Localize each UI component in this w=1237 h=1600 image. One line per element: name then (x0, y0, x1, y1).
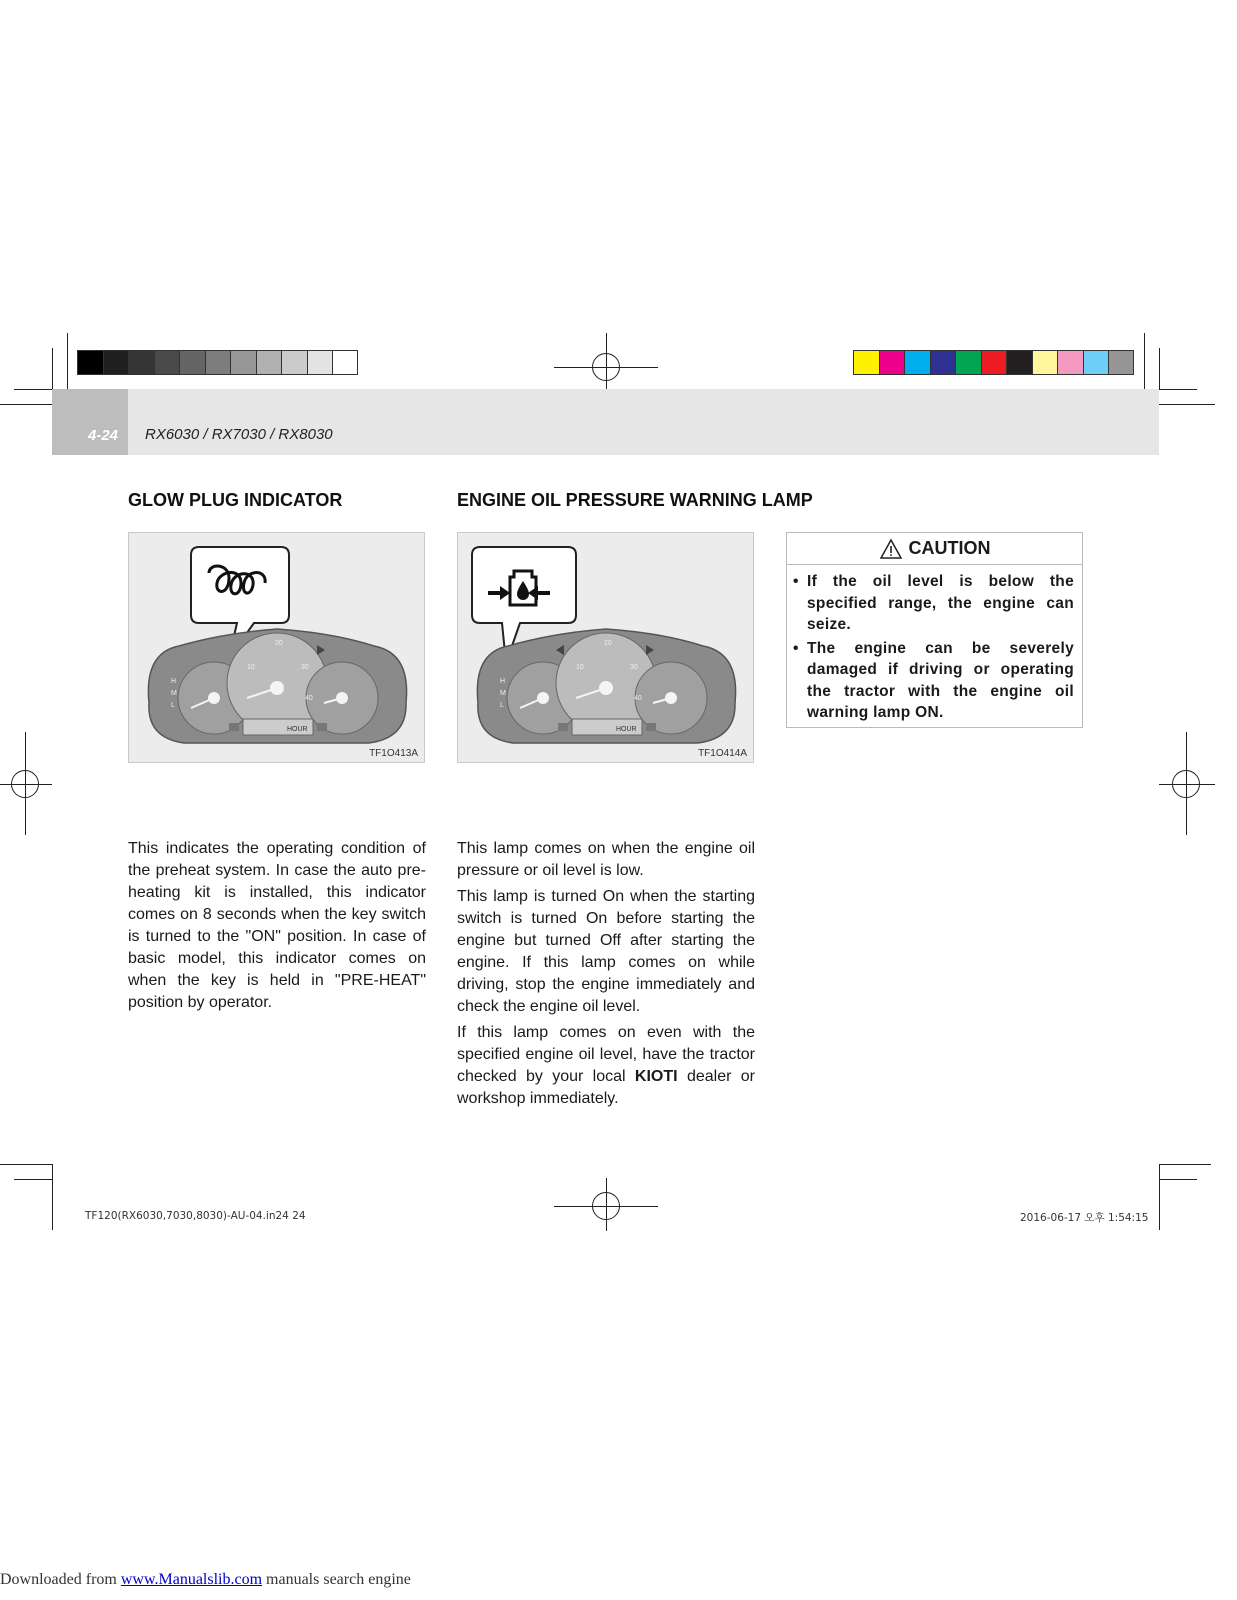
color-swatch (205, 350, 231, 375)
crop-mark-top-right-h (1159, 404, 1215, 405)
color-swatch (307, 350, 333, 375)
oil-paragraph-3-pre: If this lamp comes on even with the specified engine oil level, have the tractor checked by your local (457, 1024, 755, 1085)
color-swatch (256, 350, 282, 375)
color-swatch (332, 350, 358, 375)
hour-label-b: HOUR (616, 726, 637, 733)
warning-triangle-icon (879, 538, 903, 560)
color-swatch (1083, 350, 1109, 375)
crop-mark-bottom-left-v (52, 1164, 53, 1230)
glow-plug-paragraph: This indicates the operating condition of the preheat system. In case the auto pre-heating kit is installed, this indicator comes on 8 seconds when the key switch is turned to the "ON" position. In case of basic model, this indicator comes on when the key is held in "PRE-HEAT" position by operator. (128, 840, 426, 1011)
color-swatch (281, 350, 307, 375)
figure-code-1: TF1O413A (369, 748, 418, 759)
glow-plug-figure (128, 532, 425, 763)
manualslib-link[interactable]: www.Manualslib.com (120, 1571, 263, 1588)
instrument-cluster-illustration (129, 533, 426, 764)
oil-paragraph-3-post: dealer or workshop immediately. (457, 1068, 755, 1107)
crop-mark-bottom-right-v (1159, 1164, 1160, 1230)
crop-mark-bottom-left-h (0, 1164, 53, 1165)
tick-10-b: 10 (576, 664, 584, 671)
color-swatch (955, 350, 981, 375)
oil-pressure-figure (457, 532, 754, 763)
crop-mark-top-right-h2 (1159, 389, 1197, 390)
caution-title: CAUTION (908, 538, 991, 558)
color-swatch (1057, 350, 1083, 375)
page-number: 4-24 (88, 427, 119, 444)
instrument-cluster-illustration-2 (458, 533, 755, 764)
gauge-l-b: L (500, 702, 504, 709)
page-tab (52, 389, 128, 455)
crop-mark-top-right-v2 (1159, 348, 1160, 390)
color-swatch (1032, 350, 1058, 375)
color-swatch (179, 350, 205, 375)
hour-label: HOUR (287, 726, 308, 733)
color-swatch (1108, 350, 1134, 375)
color-swatch (879, 350, 905, 375)
header-band (52, 389, 1159, 455)
oil-paragraph-1: This lamp comes on when the engine oil pressure or oil level is low. (457, 840, 755, 879)
model-title: RX6030 / RX7030 / RX8030 (145, 426, 333, 443)
caution-header (787, 533, 1082, 565)
caution-item: • The engine can be severely damaged if driving or operating the tractor with the engine oil warning lamp ON. (793, 638, 1074, 724)
crop-mark-top-left-v (67, 333, 68, 390)
color-swatch (103, 350, 129, 375)
tick-20-b: 20 (604, 640, 612, 647)
crop-mark-bottom-right-h (1159, 1164, 1211, 1165)
crop-mark-top-left-h2 (14, 389, 53, 390)
caution-item: • If the oil level is below the specified range, the engine can seize. (793, 571, 1074, 636)
oil-pressure-description (457, 838, 755, 1114)
figure-code-2: TF1O414A (698, 748, 747, 759)
color-swatch (930, 350, 956, 375)
color-swatch (128, 350, 154, 375)
gauge-l: L (171, 702, 175, 709)
caution-box (786, 532, 1083, 728)
brand-name: KIOTI (634, 1068, 678, 1085)
glow-plug-description (128, 838, 426, 1018)
download-prefix: Downloaded from (0, 1571, 121, 1588)
oil-paragraph-2: This lamp is turned On when the starting switch is turned On before starting the engine but turned Off after starting the engine. If this lamp comes on while driving, stop the engine immediately and check the engine oil level. (457, 888, 755, 1015)
tick-30-b: 30 (630, 664, 638, 671)
caution-list (787, 565, 1082, 724)
gauge-m: M (171, 690, 177, 697)
color-swatch (853, 350, 879, 375)
color-swatch (1006, 350, 1032, 375)
oil-pressure-title: ENGINE OIL PRESSURE WARNING LAMP (457, 490, 813, 510)
grayscale-color-bar (77, 350, 358, 375)
download-suffix: manuals search engine (262, 1571, 411, 1588)
tick-40: 40 (305, 695, 313, 702)
crop-mark-bottom-left-h2 (14, 1179, 53, 1180)
tick-30: 30 (301, 664, 309, 671)
color-swatch (904, 350, 930, 375)
download-notice (0, 1571, 411, 1589)
gauge-h-b: H (500, 678, 506, 685)
print-timestamp: 2016-06-17 오후 1:54:15 (1020, 1212, 1149, 1224)
crop-mark-top-left-v2 (52, 348, 53, 390)
gauge-h: H (171, 678, 177, 685)
crop-mark-top-left-h (0, 404, 53, 405)
oil-paragraph-3 (457, 1022, 755, 1110)
color-swatch (77, 350, 103, 375)
color-swatch (154, 350, 180, 375)
tick-10: 10 (247, 664, 255, 671)
crop-mark-bottom-right-h2 (1159, 1179, 1197, 1180)
tick-20: 20 (275, 640, 283, 647)
file-info: TF120(RX6030,7030,8030)-AU-04.in24 24 (85, 1210, 306, 1222)
color-swatch (230, 350, 256, 375)
glow-plug-title: GLOW PLUG INDICATOR (128, 490, 343, 510)
process-color-bar (853, 350, 1134, 375)
tick-40-b: 40 (634, 695, 642, 702)
color-swatch (981, 350, 1007, 375)
gauge-m-b: M (500, 690, 506, 697)
crop-mark-top-right-v (1144, 333, 1145, 390)
